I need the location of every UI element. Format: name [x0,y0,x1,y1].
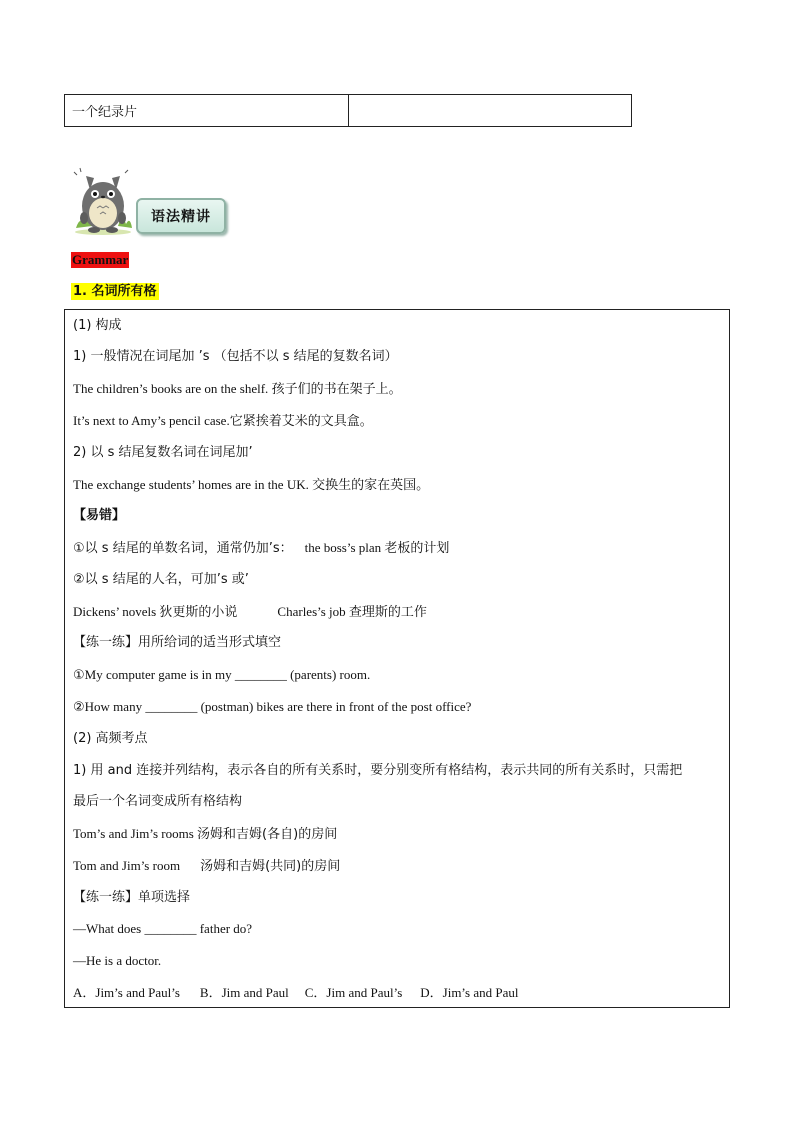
mcq-stem: —He is a doctor. [73,953,162,968]
section-badge: 语法精讲 [136,198,226,234]
pitfall-2: ②以 s 结尾的人名，可加’s 或’ [73,572,249,587]
example-en: It’s next to Amy’s pencil case. [73,413,230,428]
option-c: C．Jim and Paul’s [304,985,403,1000]
example-en: Tom and Jim’s room [73,858,181,873]
example-line [73,412,373,431]
example-line [73,825,337,844]
example-en: The children’s books are on the shelf. [73,381,269,396]
example-en: The exchange students’ homes are in the UK. [73,477,309,492]
option-a: A．Jim’s and Paul’s [73,985,180,1000]
totoro-mascot-icon [72,166,134,236]
practice-heading: 【练一练】单项选择 [73,890,191,905]
example-en: Charles’s job [277,604,346,619]
rule-2: 2) 以 s 结尾复数名词在词尾加’ [73,445,253,460]
pitfall-heading: 【易错】 [73,508,126,523]
vocab-cell-chinese: 一个纪录片 [65,95,349,126]
example-cn: 汤姆和吉姆(共同)的房间 [200,859,341,874]
example-cn: 汤姆和吉姆(各自)的房间 [197,827,338,842]
example-cn: 它紧挨着艾米的文具盒。 [229,414,373,429]
rule-1: 1) 一般情况在词尾加 ’s （包括不以 s 结尾的复数名词） [73,349,398,364]
example-cn: 狄更斯的小说 [159,605,238,620]
subheading-key-points: (2) 高频考点 [73,731,148,746]
vocab-table-row [64,94,632,127]
example-en: Tom’s and Jim’s rooms [73,826,194,841]
mcq-stem: —What does ________ father do? [73,921,253,936]
pitfall-1 [73,539,449,558]
mcq-options [73,984,519,1002]
practice-heading: 【练一练】用所给词的适当形式填空 [73,635,282,650]
key-point-1: 1) 用 and 连接并列结构，表示各自的所有关系时，要分别变所有格结构，表示共同的所有关系时，只需把 [73,763,683,778]
vocab-cell-answer [349,95,631,126]
example-cn: 查理斯的工作 [348,605,427,620]
grammar-label: Grammar [72,252,129,267]
example-cn: 孩子们的书在架子上。 [271,382,402,397]
option-d: D．Jim’s and Paul [420,985,519,1000]
example-en: the boss’s plan [304,540,382,555]
example-cn: 老板的计划 [384,541,450,556]
section-heading: 1. 名词所有格 [73,284,157,299]
example-cn: 交换生的家在英国。 [312,478,430,493]
subheading-formation: (1) 构成 [73,318,122,333]
key-point-1-cont: 最后一个名词变成所有格结构 [73,794,243,809]
example-line [73,476,429,495]
pitfall-rule: ①以 s 结尾的单数名词，通常仍加’s： [73,541,293,556]
example-line [73,603,427,622]
option-b: B．Jim and Paul [199,985,289,1000]
example-en: Dickens’ novels [73,604,157,619]
example-line [73,857,340,876]
grammar-content-box [64,309,730,1008]
practice-question-2: ②How many ________ (postman) bikes are there in front of the post office? [73,699,472,714]
example-line [73,380,402,399]
practice-question-1: ①My computer game is in my ________ (parents) room. [73,667,371,682]
